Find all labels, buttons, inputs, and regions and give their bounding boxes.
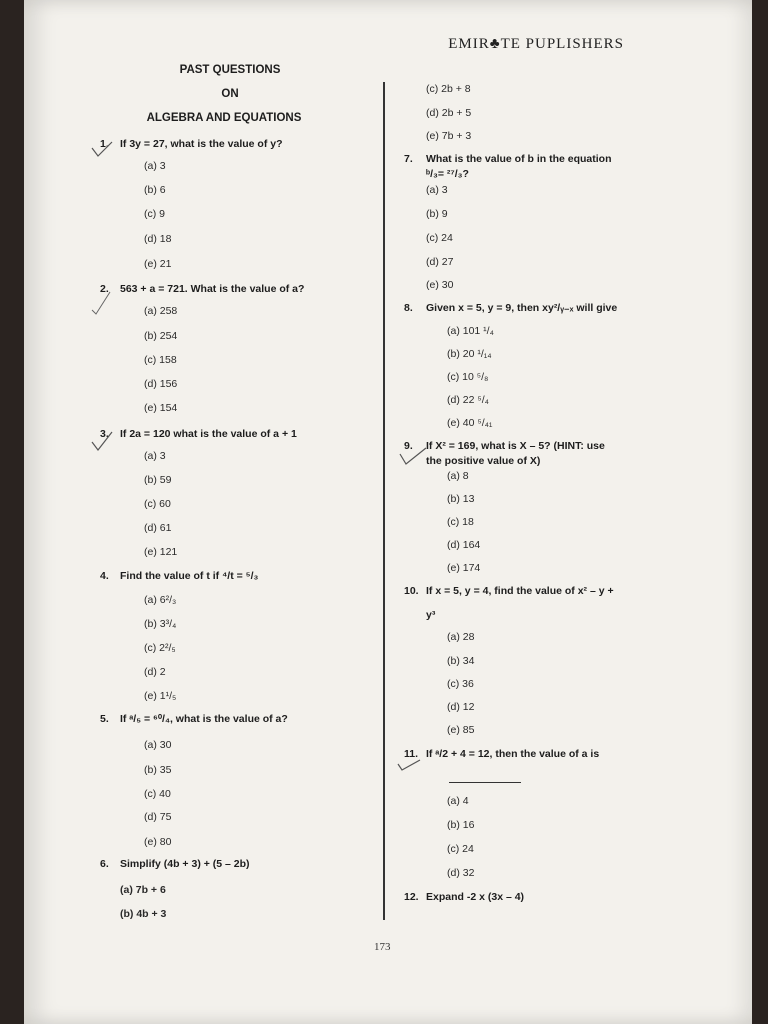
- q7-option-b: (b) 9: [426, 208, 448, 220]
- q10-option-e: (e) 85: [447, 724, 475, 736]
- question-3: 3. If 2a = 120 what is the value of a + 1: [100, 428, 297, 440]
- q2-option-a: (a) 258: [144, 305, 178, 317]
- q6-option-b: (b) 4b + 3: [120, 908, 167, 920]
- q2-option-b: (b) 254: [144, 330, 178, 342]
- q8-option-d: (d) 22 ⁵/₄: [447, 394, 489, 406]
- page-number: 173: [374, 941, 391, 953]
- title-on: ON: [221, 88, 239, 100]
- q3-option-a: (a) 3: [144, 450, 166, 462]
- q4-option-b: (b) 3³/₄: [144, 618, 177, 630]
- q3-option-b: (b) 59: [144, 474, 172, 486]
- q1-option-d: (d) 18: [144, 233, 172, 245]
- question-9: 9. If X² = 169, what is X – 5? (HINT: use: [404, 440, 605, 452]
- q6-option-a: (a) 7b + 6: [120, 884, 166, 896]
- q11-option-d: (d) 32: [447, 867, 475, 879]
- question-7-line2: ᵇ/₃= ²⁷/₃?: [426, 168, 469, 180]
- q7-option-e: (e) 30: [426, 279, 454, 291]
- textbook-page: [24, 0, 752, 1024]
- q3-option-c: (c) 60: [144, 498, 171, 510]
- question-5: 5. If ᵃ/₅ = ⁶⁰/₄, what is the value of a?: [100, 713, 288, 725]
- q7-option-c: (c) 24: [426, 232, 453, 244]
- q7-option-a: (a) 3: [426, 184, 448, 196]
- q1-option-c: (c) 9: [144, 208, 165, 220]
- q5-option-c: (c) 40: [144, 788, 171, 800]
- answer-blank-line: [449, 782, 521, 783]
- question-4: 4. Find the value of t if ⁴/t = ⁵/₃: [100, 570, 259, 582]
- q6-option-c: (c) 2b + 8: [426, 83, 471, 95]
- q2-option-d: (d) 156: [144, 378, 178, 390]
- title-past-questions: PAST QUESTIONS: [179, 64, 281, 76]
- handwritten-tick-icon: [90, 430, 114, 452]
- q3-option-d: (d) 61: [144, 522, 172, 534]
- q5-option-d: (d) 75: [144, 811, 172, 823]
- question-12: 12. Expand -2 x (3x – 4): [404, 891, 525, 903]
- handwritten-tick-icon: [90, 140, 114, 160]
- question-10-line2: y³: [426, 609, 436, 621]
- q8-option-c: (c) 10 ⁵/₈: [447, 371, 489, 383]
- question-2: 2. 563 + a = 721. What is the value of a?: [100, 283, 305, 295]
- handwritten-tick-icon: [398, 446, 428, 468]
- q6-option-e: (e) 7b + 3: [426, 130, 472, 142]
- q4-option-c: (c) 2²/₅: [144, 642, 176, 654]
- handwritten-tick-icon: [90, 290, 114, 316]
- q4-option-a: (a) 6²/₃: [144, 594, 177, 606]
- q10-option-d: (d) 12: [447, 701, 475, 713]
- question-9-line2: the positive value of X): [426, 455, 541, 467]
- q9-option-e: (e) 174: [447, 562, 481, 574]
- q2-option-e: (e) 154: [144, 402, 178, 414]
- q9-option-c: (c) 18: [447, 516, 474, 528]
- q2-option-c: (c) 158: [144, 354, 177, 366]
- q1-option-e: (e) 21: [144, 258, 172, 270]
- column-divider: [383, 82, 385, 920]
- q4-option-d: (d) 2: [144, 666, 166, 678]
- q11-option-b: (b) 16: [447, 819, 475, 831]
- q1-option-b: (b) 6: [144, 184, 166, 196]
- question-11: 11. If ᵃ/2 + 4 = 12, then the value of a is: [404, 748, 600, 760]
- q8-option-a: (a) 101 ¹/₄: [447, 325, 494, 337]
- publisher-header: EMIR♣TE PUPLISHERS: [448, 36, 624, 52]
- q11-option-c: (c) 24: [447, 843, 474, 855]
- q5-option-e: (e) 80: [144, 836, 172, 848]
- q9-option-d: (d) 164: [447, 539, 481, 551]
- q9-option-a: (a) 8: [447, 470, 469, 482]
- q5-option-a: (a) 30: [144, 739, 172, 751]
- question-8: 8. Given x = 5, y = 9, then xy²/ᵧ₋ₓ will give: [404, 302, 618, 314]
- question-1: 1. If 3y = 27, what is the value of y?: [100, 138, 283, 150]
- title-algebra: ALGEBRA AND EQUATIONS: [146, 112, 302, 124]
- q1-option-a: (a) 3: [144, 160, 166, 172]
- question-6: 6. Simplify (4b + 3) + (5 – 2b): [100, 858, 250, 870]
- q11-option-a: (a) 4: [447, 795, 469, 807]
- q7-option-d: (d) 27: [426, 256, 454, 268]
- q4-option-e: (e) 1¹/₅: [144, 690, 177, 702]
- q10-option-a: (a) 28: [447, 631, 475, 643]
- q5-option-b: (b) 35: [144, 764, 172, 776]
- q10-option-b: (b) 34: [447, 655, 475, 667]
- q8-option-e: (e) 40 ⁵/₄₁: [447, 417, 493, 429]
- q9-option-b: (b) 13: [447, 493, 475, 505]
- question-7: 7. What is the value of b in the equation: [404, 153, 612, 165]
- q8-option-b: (b) 20 ¹/₁₄: [447, 348, 492, 360]
- q10-option-c: (c) 36: [447, 678, 474, 690]
- q6-option-d: (d) 2b + 5: [426, 107, 472, 119]
- q3-option-e: (e) 121: [144, 546, 178, 558]
- handwritten-tick-icon: [396, 752, 422, 772]
- question-10: 10. If x = 5, y = 4, find the value of x² – y +: [404, 585, 614, 597]
